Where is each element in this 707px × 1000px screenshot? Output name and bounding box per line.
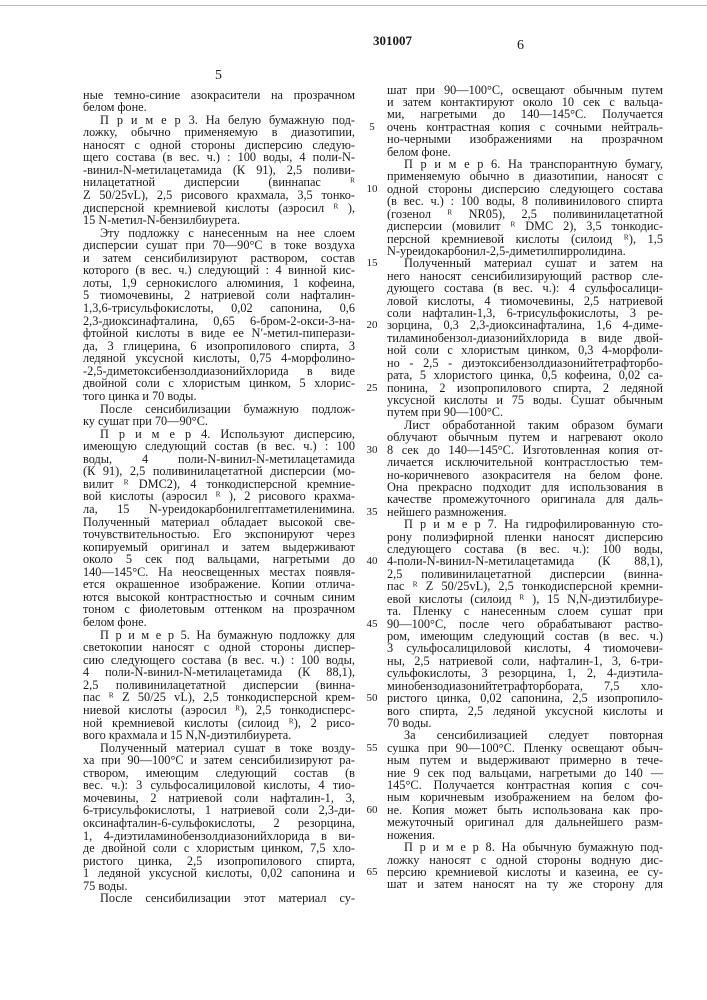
text-line: точувствительностью. Его экспонируют через [83, 528, 355, 541]
text-line: ристого цинка, 2,5 изопропилового спирта, [83, 855, 355, 868]
text-line: наносят с одной стороны дисперсию следую- [83, 139, 355, 152]
text-line: -2,5-диметоксибензолдиазонийхлорида в виде [83, 365, 355, 378]
text-line: 70 воды. [387, 717, 663, 730]
text-line: 3 сульфосалициловой кислоты, 4 тиомочеви- [387, 642, 663, 655]
text-line: За сенсибилизацией следует повторная [404, 729, 663, 742]
text-line: 8 сек до 140—145°C. Изготовленная копия от- [387, 444, 663, 457]
text-line: Полученный материал обладает высокой све- [83, 516, 355, 529]
text-line: П р и м е р 3. На белую бумажную под- [100, 114, 355, 127]
text-line: 140—145°C. На неосвещенных местах появля- [83, 566, 355, 579]
text-line: ристого цинка, 0,02 сапонина, 2,5 изопропило- [387, 692, 663, 705]
line-number: 5 [363, 121, 381, 134]
text-line: Полученный материал сушат и затем на [404, 257, 663, 270]
text-line: N-уреидокарбонил-2,5-диметилпирролидина. [387, 245, 663, 258]
text-line: персной кремниевой кислоты (силоид ᴿ), 1,5 [387, 233, 663, 246]
text-line: сушка при 90—100°C. Пленку освещают обыч- [387, 742, 663, 755]
text-line: П р и м е р 4. Используют дисперсию, [100, 428, 355, 441]
text-line: 6-трисульфокислоты, 1 натриевой соли 2,3-ди- [83, 804, 355, 817]
text-line: качестве промежуточного оригинала для даль- [387, 493, 663, 506]
text-line: 2,3-диоксинафталина, 0,65 6-бром-2-окси-3-на- [83, 315, 355, 328]
text-line: 75 воды. [83, 880, 355, 893]
text-line: и затем сенсибилизируют раствором, состав [83, 252, 355, 265]
text-line: 4-поли-N-винил-N-метилацетамида (К 88,1), [387, 555, 663, 568]
text-line: -винил-N-метилацетамида (К 91), 2,5 поливи- [83, 164, 355, 177]
text-line: ной соли с хлористым цинком, 0,3 4-морфоли- [387, 344, 663, 357]
text-line: вой кислоты (аэросил ᴿ ), 2 рисового крахма- [83, 490, 355, 503]
text-line: дисперсной кремниевой кислоты (аэросил ᴿ ), [83, 202, 355, 215]
line-number: 35 [363, 506, 381, 519]
text-line: около 5 сек под вальцами, нагретыми до [83, 553, 355, 566]
text-line: вого спирта, 2,5 ледяной уксусной кислоты и [387, 705, 663, 718]
text-line: 1, 4-диэтиламинобензолдиазонийхлорида в ви- [83, 830, 355, 843]
text-line: минобензодиазонийтетрафторбората, 7,5 хло- [387, 680, 663, 693]
text-line: ку сушат при 70—90°C. [83, 415, 355, 428]
text-line: не. Копия может быть использована как про- [387, 804, 663, 817]
text-line: та. Пленку с нанесенным слоем сушат при [387, 605, 663, 618]
text-line: лоты, 1,9 сернокислого алюминия, 1 кофеина, [83, 277, 355, 290]
text-line: рата, 5 хлористого цинка, 0,5 кофеина, 0,02 са- [387, 369, 663, 382]
line-number: 60 [363, 804, 381, 817]
line-number: 40 [363, 555, 381, 568]
text-line: нилацетатной дисперсии (виннапас ᴿ [83, 176, 355, 189]
text-line: копируемый оригинал и затем выдерживают [83, 541, 355, 554]
text-line: ны, 2,5 натриевой соли, нафталин-1, 3, 6-три- [387, 655, 663, 668]
text-line: ные темно-синие азокрасители на прозрачном [83, 89, 355, 102]
text-line: ние 9 сек под вальцами, нагретыми до 140 — [387, 767, 663, 780]
text-line: ложку, обычно применяемую в диазотипии, [83, 126, 355, 139]
text-line: евой кислоты (силоид ᴿ ), 15 N,N-диэтилбиуре- [387, 593, 663, 606]
text-line: зорцина, 0,3 2,3-диоксинафталина, 1,6 4-диме- [387, 319, 663, 332]
text-line: шат при 90—100°C, освещают обычным путем [387, 84, 663, 97]
text-line: двойной соли с хлористым цинком, 5 хлорис- [83, 377, 355, 390]
text-line: белом фоне. [83, 616, 355, 629]
text-line: оксинафталин-6-сульфокислоты, 2 резорцина, [83, 817, 355, 830]
text-line: личается исключительной контрастлостью тем- [387, 456, 663, 469]
line-number: 30 [363, 444, 381, 457]
text-line: Z 50/25vL), 2,5 рисового крахмала, 3,5 тонко- [83, 189, 355, 202]
text-line: 145°C. Получается контрастная копия с соч- [387, 779, 663, 792]
line-number: 65 [363, 866, 381, 879]
text-line: ледяной уксусной кислоты, 0,75 4-морфолино- [83, 352, 355, 365]
text-line: 1,3,6-трисульфокислоты, 0,02 сапонина, 0,6 [83, 302, 355, 315]
text-line: щего состава (в вес. ч.) : 100 воды, 4 поли-N- [83, 151, 355, 164]
text-line: пас ᴿ Z 50/25vL), 2,5 тонкодисперсной кремни- [387, 580, 663, 593]
text-line: П р и м е р 7. На гидрофилированную сто- [404, 518, 663, 531]
text-line: Лист обработанной таким образом бумаги [404, 419, 663, 432]
text-line: рону полиэфирной пленки наносят дисперсию [387, 531, 663, 544]
text-line: сульфокислоты, 3 резорцина, 1, 2, 4-диэтила- [387, 667, 663, 680]
text-line: ются высокой контрастностью и сочным синим [83, 591, 355, 604]
text-line: и затем контактируют около 10 сек с вальца- [387, 96, 663, 109]
line-number: 15 [363, 257, 381, 270]
text-line: 15 N-метил-N-бензилбиурета. [83, 214, 355, 227]
text-line: него наносят сенсибилизирующий раствор сле- [387, 270, 663, 283]
page-number-right: 6 [517, 38, 524, 54]
text-line: белом фоне. [83, 101, 355, 114]
text-line: (в вес. ч.) : 100 воды, 8 поливинилового спирта [387, 195, 663, 208]
text-line: 90—100°C, после чего обрабатывают раство- [387, 618, 663, 631]
text-line: одной стороны дисперсию следующего состава [387, 183, 663, 196]
text-line: П р и м е р 6. На транспорантную бумагу, [404, 158, 663, 171]
text-line: ложку наносят с одной стороны водную дис- [387, 854, 663, 867]
text-line: 4 поли-N-винил-N-метилацетамида (К 88,1), [83, 666, 355, 679]
text-line: соли нафталин-1,3, 6-трисульфокислоты, 3 ре- [387, 307, 663, 320]
text-line: Она прекрасно подходит для использования в [387, 481, 663, 494]
text-line: ется окрашенное изображение. Копии отлича- [83, 578, 355, 591]
text-line: межуточный оригинал для дальнейшего разм- [387, 816, 663, 829]
text-line: нейшего размножения. [387, 506, 663, 519]
text-line: следующего состава (в вес. ч.): 100 воды, [387, 543, 663, 556]
text-line: ным коричневым изображением на белом фо- [387, 791, 663, 804]
text-line: имеющую следующий состав (в вес. ч.) : 100 [83, 440, 355, 453]
line-number: 20 [363, 319, 381, 332]
text-line: Эту подложку с нанесенным на нее слоем [100, 227, 355, 240]
text-line: фтойной кислоты в виде ее N′-метил-пиперази- [83, 327, 355, 340]
text-line: вес. ч.): 3 сульфосалициловой кислоты, 4 тио- [83, 779, 355, 792]
text-line: путем при 90—100°C. [387, 406, 663, 419]
line-number: 55 [363, 742, 381, 755]
text-line: того цинка и 70 воды. [83, 390, 355, 403]
text-line: да, 3 глицерина, 6 изопропилового спирта, 3 [83, 340, 355, 353]
text-line: де двойной соли с хлористым цинком, 7,5 хло- [83, 842, 355, 855]
text-line: сию следующего состава (в вес. ч.) : 100 воды, [83, 654, 355, 667]
line-number: 25 [363, 382, 381, 395]
text-line: мочевины, 2 натриевой соли нафталин-1, 3, [83, 792, 355, 805]
text-line: ной кремниевой кислоты (силоид ᴿ), 2 рисо- [83, 717, 355, 730]
text-line: очень контрастная копия с сочными нейтраль- [387, 121, 663, 134]
text-line: После сенсибилизации бумажную подлож- [100, 403, 355, 416]
text-line: Полученный материал сушат в токе возду- [100, 742, 355, 755]
text-line: пас ᴿ Z 50/25 vL), 2,5 тонкодисперсной крем- [83, 691, 355, 704]
text-line: которого (в вес. ч.) следующий : 4 винной кис- [83, 264, 355, 277]
line-number: 50 [363, 692, 381, 705]
text-line: но - 2,5 - диэтоксибензолдиазонийтетрафторбо- [387, 357, 663, 370]
text-line: ловой кислоты, 4 тиомочевины, 2,5 натриевой [387, 295, 663, 308]
text-line: тоном с фиолетовым оттенком на прозрачном [83, 603, 355, 616]
text-line: П р и м е р 5. На бумажную подложку для [100, 629, 355, 642]
text-line: персию кремниевой кислоты и казеина, ее су- [387, 866, 663, 879]
text-line: ми, нагретыми до 140—145°C. Получается [387, 108, 663, 121]
text-line: применяемую обычно в диазотипии, наносят с [387, 170, 663, 183]
text-line: (К 91), 2,5 поливинилацетатной дисперсии (мо- [83, 465, 355, 478]
text-line: понина, 2 изопропилового спирта, 2 ледяной [387, 382, 663, 395]
text-line: уксусной кислоты и 75 воды. Сушат обычным [387, 394, 663, 407]
text-line: ла, 15 N-уреидокарбонилгептаметиленимина. [83, 503, 355, 516]
text-line: 5 тиомочевины, 2 натриевой соли нафталин- [83, 289, 355, 302]
text-line: шат и затем наносят на ту же сторону для [387, 878, 663, 891]
text-line: дующего состава (в вес. ч.): 4 сульфосалици- [387, 282, 663, 295]
text-line: белом фоне. [387, 146, 663, 159]
text-line: вилит ᴿ DMC2), 4 тонкодисперсной кремние- [83, 478, 355, 491]
text-line: но-коричневого азокрасителя на белом фоне. [387, 469, 663, 482]
text-line: ниевой кислоты (аэросил ᴿ), 2,5 тонкодисперс- [83, 704, 355, 717]
text-line: но-черными изображениями на прозрачном [387, 133, 663, 146]
text-line: ха при 90—100°C и затем сенсибилизируют ра- [83, 754, 355, 767]
text-line: 2,5 поливинилацетатной дисперсии (винна- [83, 679, 355, 692]
text-line: 1 ледяной уксусной кислоты, 0,02 сапонина и [83, 867, 355, 880]
text-line: П р и м е р 8. На обычную бумажную под- [404, 841, 663, 854]
text-line: 2,5 поливинилацетатной дисперсии (винна- [387, 568, 663, 581]
text-line: светокопии наносят с одной стороны диспер- [83, 641, 355, 654]
text-line: воды, 4 поли-N-винил-N-метилацетамида [83, 453, 355, 466]
text-line: дисперсии (мовилит ᴿ DMC 2), 3,5 тонкодис- [387, 220, 663, 233]
text-line: облучают обычным путем и нагревают около [387, 431, 663, 444]
text-line: створом, имеющим следующий состав (в [83, 767, 355, 780]
text-line: ром, имеющим следующий состав (в вес. ч.) [387, 630, 663, 643]
document-number: 301007 [373, 33, 412, 49]
text-line: После сенсибилизации этот материал су- [100, 892, 355, 905]
text-line: ным путем и выдерживают примерно в тече- [387, 754, 663, 767]
line-number: 10 [363, 183, 381, 196]
text-line: тиламинобензол-диазонийхлорида в виде двой- [387, 332, 663, 345]
text-line: вого крахмала и 15 N,N-диэтилбиурета. [83, 729, 355, 742]
top-rule [0, 5, 707, 6]
text-line: (гозенол ᴿ NR05), 2,5 поливинилацетатной [387, 208, 663, 221]
text-line: дисперсии сушат при 70—90°C в токе воздуха [83, 239, 355, 252]
line-number: 45 [363, 618, 381, 631]
page-number-left: 5 [215, 68, 222, 84]
text-line: ножения. [387, 829, 663, 842]
